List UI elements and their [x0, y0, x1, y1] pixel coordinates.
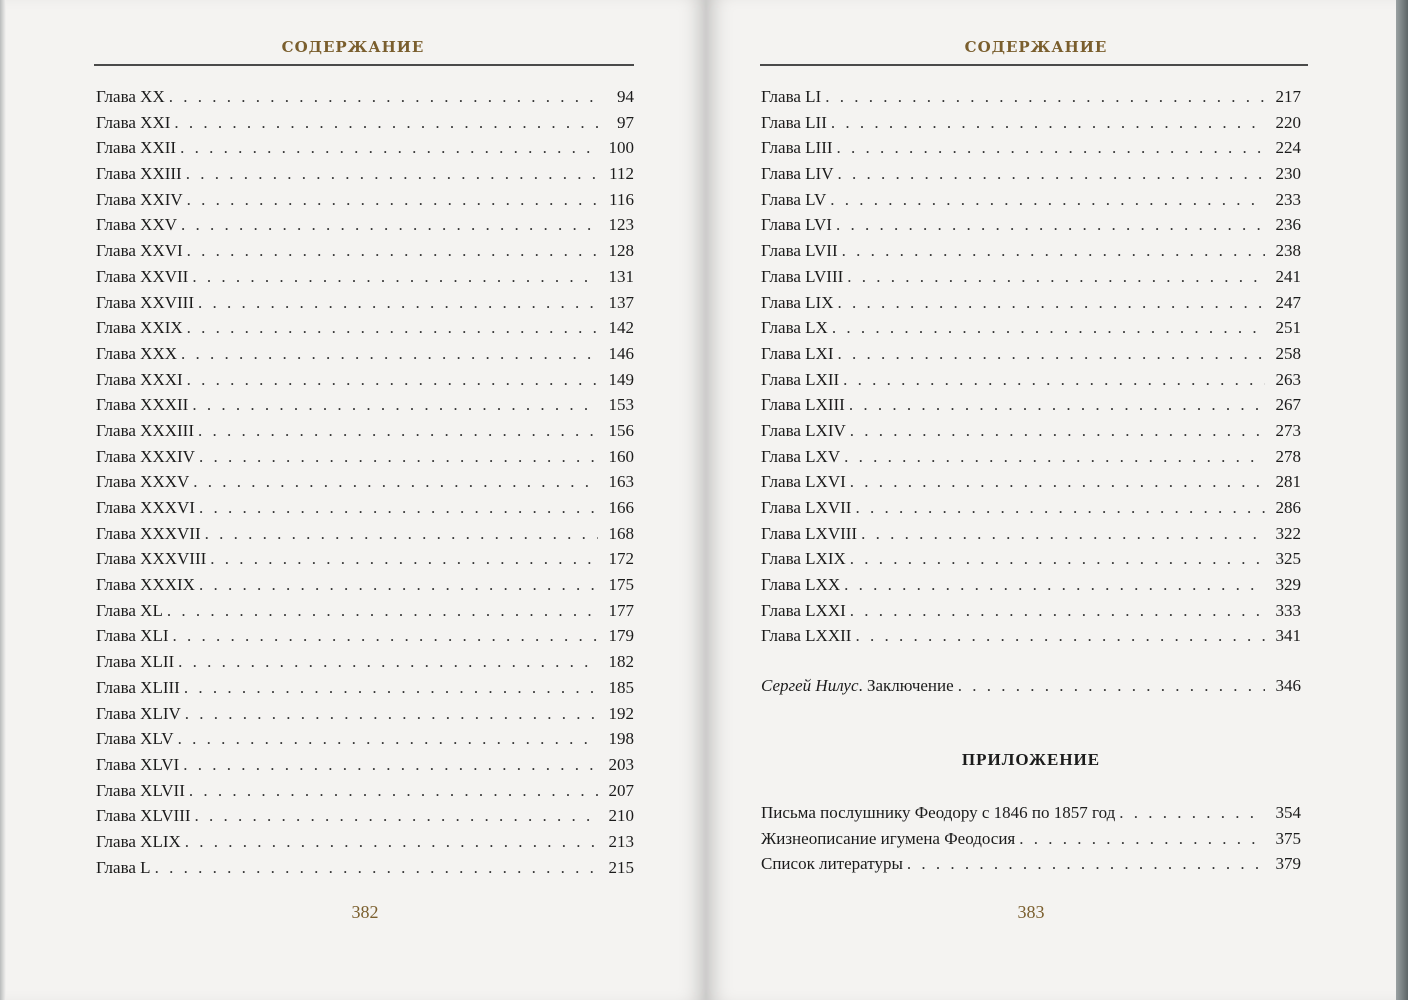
toc-entry-page: 168 [608, 523, 634, 543]
dot-leader [180, 135, 598, 161]
toc-entry-label: Глава XLV [96, 729, 174, 749]
toc-entry-page: 198 [608, 729, 634, 749]
right-page [706, 0, 1396, 1000]
toc-entry-label: Глава XXX [96, 343, 178, 363]
dot-leader [173, 623, 599, 649]
dot-leader [825, 84, 1265, 110]
toc-entry[interactable] [761, 341, 1301, 367]
dot-leader [184, 675, 598, 701]
toc-entry-label: Глава LXVI [761, 472, 846, 492]
toc-entry-label: Глава LII [761, 112, 827, 132]
toc-entry[interactable] [96, 84, 634, 110]
toc-entry-page: 153 [608, 395, 634, 415]
toc-entry[interactable] [96, 521, 634, 547]
toc-entry[interactable] [761, 800, 1301, 826]
toc-entry[interactable] [96, 495, 634, 521]
toc-entry-page: 281 [1275, 472, 1301, 492]
toc-entry-page: 100 [608, 138, 634, 158]
right-page-header: СОДЕРЖАНИЕ [964, 38, 1108, 56]
toc-entry[interactable] [96, 238, 634, 264]
toc-entry-label: Глава XXIII [96, 164, 182, 184]
toc-entry-page: 112 [609, 164, 634, 184]
toc-entry-page: 379 [1275, 854, 1301, 874]
dot-leader [169, 84, 598, 110]
toc-entry-label: Глава XLVII [96, 780, 185, 800]
toc-entry[interactable] [96, 598, 634, 624]
dot-leader [836, 212, 1265, 238]
toc-entry-label: Глава XXXIX [96, 575, 195, 595]
toc-entry-label: Глава LVII [761, 241, 838, 261]
toc-entry[interactable] [96, 264, 634, 290]
toc-entry-label: Глава XLIX [96, 831, 181, 851]
toc-entry-label: Глава XXXIV [96, 446, 195, 466]
toc-entry-page: 278 [1275, 446, 1301, 466]
dot-leader [850, 546, 1265, 572]
toc-entry-page: 329 [1275, 575, 1301, 595]
toc-entry-label: Глава XXXII [96, 395, 189, 415]
toc-entry[interactable] [761, 238, 1301, 264]
toc-entry[interactable] [96, 726, 634, 752]
toc-entry-page: 156 [608, 420, 634, 440]
dot-leader [185, 701, 598, 727]
toc-entry[interactable] [96, 701, 634, 727]
dot-leader [837, 135, 1265, 161]
dot-leader [189, 778, 598, 804]
toc-entry[interactable] [96, 187, 634, 213]
toc-entry[interactable] [761, 264, 1301, 290]
toc-entry-label: Глава LXVII [761, 498, 852, 517]
dot-leader [186, 161, 598, 187]
book-edge-left [0, 0, 6, 1000]
dot-leader [850, 469, 1265, 495]
toc-entry[interactable] [96, 829, 634, 855]
toc-entry[interactable] [96, 341, 634, 367]
toc-entry[interactable] [96, 623, 634, 649]
dot-leader [198, 418, 598, 444]
toc-entry-label: Глава XXV [96, 215, 178, 235]
dot-leader [1019, 826, 1265, 852]
dot-leader [850, 418, 1265, 444]
toc-entry-label: Глава XX [96, 87, 165, 106]
toc-entry[interactable] [96, 469, 634, 495]
toc-entry-label: Глава XLIII [96, 677, 180, 697]
toc-entry-page: 213 [608, 831, 634, 851]
toc-entry-label [761, 673, 958, 699]
toc-entry-label: Глава L [96, 857, 151, 877]
toc-entry-label: Глава LVIII [761, 266, 844, 286]
toc-entry-page: 236 [1275, 215, 1301, 235]
toc-entry-label: Глава LXXII [761, 626, 852, 646]
toc-entry[interactable] [761, 851, 1301, 877]
toc-entry-page: 146 [608, 343, 634, 363]
dot-leader [832, 315, 1265, 341]
dot-leader [1119, 800, 1265, 826]
toc-entry-page: 346 [1275, 676, 1301, 695]
toc-entry-page: 123 [608, 215, 634, 235]
dot-leader [205, 521, 598, 547]
dot-leader [178, 726, 598, 752]
book-edge-right [1396, 0, 1408, 1000]
dot-leader [198, 290, 598, 316]
toc-entry-page: 247 [1275, 292, 1301, 312]
toc-entry[interactable] [96, 161, 634, 187]
toc-entry-label: Глава LXX [761, 575, 841, 595]
toc-entry-label: Глава XXXI [96, 369, 183, 389]
dot-leader [861, 521, 1265, 547]
toc-entry[interactable] [761, 826, 1301, 852]
toc-entry[interactable] [761, 392, 1301, 418]
dot-leader [830, 187, 1265, 213]
toc-entry-page: 241 [1275, 266, 1301, 286]
dot-leader [178, 649, 598, 675]
dot-leader [855, 495, 1265, 521]
toc-entry-page: 175 [608, 575, 634, 595]
left-page-number: 382 [351, 902, 379, 922]
dot-leader [181, 212, 598, 238]
dot-leader [174, 110, 598, 136]
toc-entry[interactable] [96, 649, 634, 675]
toc-entry[interactable] [96, 418, 634, 444]
dot-leader [844, 444, 1265, 470]
dot-leader [831, 110, 1265, 136]
toc-entry[interactable] [761, 212, 1301, 238]
toc-entry-page: 163 [608, 472, 634, 492]
toc-entry-label: Письма послушнику Феодору с 1846 по 1857 год [761, 803, 1116, 822]
toc-entry-label: Глава XXI [96, 112, 171, 132]
toc-entry-page: 149 [608, 369, 634, 389]
toc-entry-page: 94 [617, 87, 634, 106]
toc-entry-label: Глава LIII [761, 138, 833, 158]
toc-entry[interactable] [96, 315, 634, 341]
toc-entry-label: Глава XL [96, 600, 163, 620]
toc-entry-page: 354 [1275, 803, 1301, 822]
toc-entry[interactable] [96, 367, 634, 393]
toc-entry-page: 322 [1275, 523, 1301, 543]
toc-entry-page: 182 [608, 652, 634, 672]
toc-entry-label: Глава XXIX [96, 318, 183, 338]
toc-entry[interactable] [761, 418, 1301, 444]
toc-entry-page: 142 [608, 318, 634, 338]
toc-entry-label: Глава LVI [761, 215, 832, 235]
toc-entry[interactable] [761, 187, 1301, 213]
toc-entry-page: 273 [1275, 420, 1301, 440]
toc-entry[interactable] [761, 135, 1301, 161]
toc-entry-page: 333 [1275, 600, 1301, 620]
toc-entry-page: 179 [608, 626, 634, 646]
toc-entry-label: Глава XXVI [96, 241, 183, 261]
toc-entry-label: Глава LXXI [761, 600, 846, 620]
dot-leader [838, 341, 1266, 367]
toc-entry-label: Глава XLVI [96, 754, 180, 774]
toc-entry-label: Глава XXXVII [96, 523, 201, 543]
dot-leader [187, 187, 598, 213]
toc-entry-label: Глава XXXVIII [96, 549, 207, 569]
toc-entry-label: Глава XXXVI [96, 498, 195, 517]
toc-entry[interactable] [96, 444, 634, 470]
toc-entry-page: 172 [608, 549, 634, 569]
toc-entry[interactable] [96, 546, 634, 572]
toc-entry-page: 160 [608, 446, 634, 466]
toc-entry-page: 210 [608, 806, 634, 826]
toc-entry-page: 185 [608, 677, 634, 697]
toc-entry[interactable] [96, 392, 634, 418]
toc-entry[interactable] [761, 469, 1301, 495]
dot-leader [199, 572, 598, 598]
dot-leader [193, 469, 598, 495]
toc-entry-label: Список литературы [761, 854, 903, 874]
toc-entry[interactable] [96, 212, 634, 238]
toc-entry-page: 215 [608, 857, 634, 877]
toc-entry-label: Глава LXIV [761, 420, 846, 440]
toc-entry-page: 258 [1275, 343, 1301, 363]
dot-leader [842, 238, 1265, 264]
toc-entry-page: 203 [608, 754, 634, 774]
conclusion-label: . Заключение [858, 676, 954, 695]
toc-entry[interactable] [761, 444, 1301, 470]
dot-leader [838, 290, 1266, 316]
toc-entry-page: 341 [1275, 626, 1301, 646]
toc-entry-label: Глава XXIV [96, 189, 183, 209]
toc-entry-page: 230 [1275, 164, 1301, 184]
toc-entry-label: Глава LIX [761, 292, 834, 312]
toc-entry-label: Глава LX [761, 318, 828, 338]
dot-leader [192, 264, 598, 290]
toc-entry[interactable] [96, 778, 634, 804]
toc-entry-label: Глава XXXIII [96, 420, 194, 440]
dot-leader [181, 341, 598, 367]
toc-entry-page: 207 [608, 780, 634, 800]
toc-entry[interactable] [761, 495, 1301, 521]
dot-leader [210, 546, 598, 572]
toc-entry-label: Глава LV [761, 189, 827, 209]
toc-entry[interactable] [761, 546, 1301, 572]
left-header-rule [94, 64, 634, 66]
toc-entry-page: 217 [1275, 87, 1301, 106]
toc-entry-page: 128 [608, 241, 634, 261]
right-toc-list [761, 84, 1301, 649]
dot-leader [183, 752, 598, 778]
toc-entry-page: 286 [1275, 498, 1301, 517]
dot-leader [838, 161, 1266, 187]
right-header-rule [760, 64, 1308, 66]
toc-entry-page: 375 [1275, 828, 1301, 848]
toc-entry-page: 166 [608, 498, 634, 517]
dot-leader [850, 598, 1265, 624]
toc-entry-page: 97 [617, 112, 634, 132]
toc-entry-label: Жизнеописание игумена Феодосия [761, 828, 1016, 848]
dot-leader [844, 572, 1265, 598]
toc-entry[interactable] [761, 84, 1301, 110]
toc-entry[interactable] [96, 572, 634, 598]
dot-leader [167, 598, 598, 624]
toc-entry[interactable] [761, 623, 1301, 649]
toc-entry-label: Глава XXVII [96, 266, 189, 286]
toc-entry-label: Глава XXXV [96, 472, 190, 492]
toc-entry-page: 233 [1275, 189, 1301, 209]
toc-entry-page: 192 [608, 703, 634, 723]
conclusion-author: Сергей Нилус [761, 676, 859, 695]
dot-leader [907, 851, 1265, 877]
toc-entry[interactable] [96, 855, 634, 881]
dot-leader [855, 623, 1265, 649]
toc-entry-label: Глава LI [761, 87, 822, 106]
toc-entry[interactable] [761, 110, 1301, 136]
toc-entry[interactable] [761, 161, 1301, 187]
toc-entry-label: Глава XLVIII [96, 806, 191, 826]
dot-leader [958, 673, 1265, 699]
toc-entry-label: Глава LXIX [761, 549, 846, 569]
toc-entry-label: Глава XLII [96, 652, 175, 672]
dot-leader [847, 264, 1265, 290]
toc-entry-label: Глава LXI [761, 343, 834, 363]
toc-entry[interactable] [96, 803, 634, 829]
toc-entry[interactable] [96, 675, 634, 701]
dot-leader [187, 367, 598, 393]
toc-entry[interactable] [761, 598, 1301, 624]
toc-entry-label: Глава LXVIII [761, 523, 858, 543]
toc-entry-page: 251 [1275, 318, 1301, 338]
toc-entry-page: 238 [1275, 241, 1301, 261]
toc-entry-page: 263 [1275, 369, 1301, 389]
toc-entry[interactable] [761, 572, 1301, 598]
dot-leader [192, 392, 598, 418]
toc-entry[interactable] [96, 290, 634, 316]
toc-entry-page: 177 [608, 600, 634, 620]
toc-entry-page: 220 [1275, 112, 1301, 132]
dot-leader [185, 829, 598, 855]
toc-entry[interactable] [761, 315, 1301, 341]
dot-leader [187, 238, 598, 264]
appendix-toc-list [761, 800, 1301, 877]
toc-entry[interactable] [96, 752, 634, 778]
toc-entry-page: 267 [1275, 395, 1301, 415]
right-page-number: 383 [1017, 902, 1045, 922]
dot-leader [195, 803, 598, 829]
toc-entry[interactable] [96, 110, 634, 136]
toc-entry-label: Глава XLIV [96, 703, 181, 723]
toc-entry-page: 131 [608, 266, 634, 286]
dot-leader [843, 367, 1265, 393]
toc-entry-label: Глава XXVIII [96, 292, 194, 312]
conclusion-entry-wrap [761, 673, 1301, 699]
dot-leader [199, 495, 598, 521]
toc-entry[interactable] [761, 290, 1301, 316]
toc-entry-label: Глава LXV [761, 446, 841, 466]
toc-entry-label: Глава LIV [761, 164, 834, 184]
dot-leader [187, 315, 598, 341]
left-toc-list [96, 84, 634, 880]
appendix-title: ПРИЛОЖЕНИЕ [961, 750, 1101, 769]
toc-entry[interactable] [96, 135, 634, 161]
toc-entry[interactable] [761, 367, 1301, 393]
dot-leader [849, 392, 1265, 418]
toc-entry-page: 325 [1275, 549, 1301, 569]
toc-entry-conclusion[interactable] [761, 673, 1301, 699]
dot-leader [155, 855, 598, 881]
toc-entry-label: Глава XXII [96, 138, 177, 158]
dot-leader [199, 444, 598, 470]
toc-entry[interactable] [761, 521, 1301, 547]
toc-entry-page: 116 [609, 189, 634, 209]
toc-entry-label: Глава LXII [761, 369, 840, 389]
toc-entry-label: Глава LXIII [761, 395, 845, 415]
toc-entry-label: Глава XLI [96, 626, 169, 646]
toc-entry-page: 224 [1275, 138, 1301, 158]
left-page-header: СОДЕРЖАНИЕ [281, 38, 425, 56]
toc-entry-page: 137 [608, 292, 634, 312]
